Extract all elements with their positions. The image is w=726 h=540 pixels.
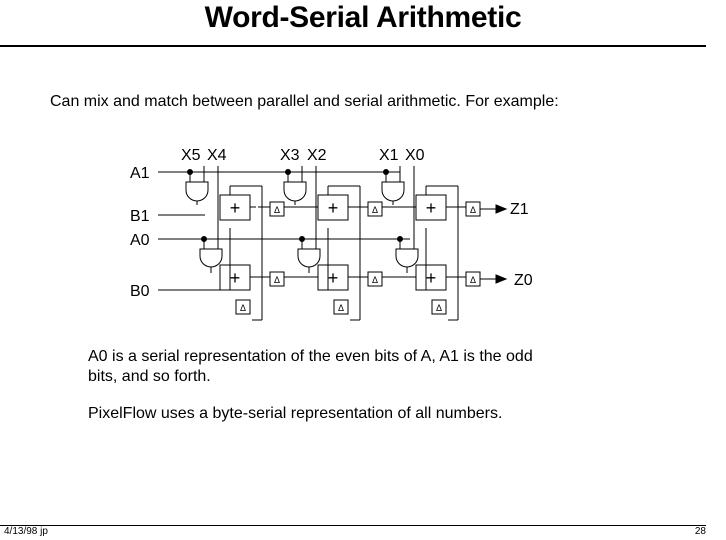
body-paragraph-1: A0 is a serial representation of the even bits of A, A1 is the odd xyxy=(88,348,533,365)
adder-symbol: + xyxy=(327,268,339,288)
x-label-x3: X3 xyxy=(280,147,300,164)
x-label-x4: X4 xyxy=(207,147,227,164)
page-number: 28 xyxy=(694,526,706,537)
delay-symbol: Δ xyxy=(469,275,477,285)
x-label-x0: X0 xyxy=(405,147,425,164)
delay-symbol: Δ xyxy=(469,205,477,215)
footer-date-author: 4/13/98 jp xyxy=(4,526,48,537)
delay-symbol: Δ xyxy=(239,303,247,313)
input-label-a1: A1 xyxy=(130,165,150,182)
adder-symbol: + xyxy=(229,198,241,218)
input-label-b1: B1 xyxy=(130,208,150,225)
input-label-a0: A0 xyxy=(130,232,150,249)
x-label-x5: X5 xyxy=(181,147,201,164)
footer-divider xyxy=(0,525,706,526)
body-paragraph-2: PixelFlow uses a byte-serial representation of all numbers. xyxy=(88,405,503,422)
delay-symbol: Δ xyxy=(273,205,281,215)
output-label-z0: Z0 xyxy=(514,272,533,289)
adder-symbol: + xyxy=(425,198,437,218)
body-paragraph-1-continued: bits, and so forth. xyxy=(88,368,211,385)
output-label-z1: Z1 xyxy=(510,201,529,218)
delay-symbol: Δ xyxy=(371,275,379,285)
delay-symbol: Δ xyxy=(273,275,281,285)
adder-symbol: + xyxy=(229,268,241,288)
delay-symbol: Δ xyxy=(337,303,345,313)
delay-symbol: Δ xyxy=(435,303,443,313)
intro-text: Can mix and match between parallel and serial arithmetic. For example: xyxy=(50,93,559,110)
adder-symbol: + xyxy=(425,268,437,288)
adder-symbol: + xyxy=(327,198,339,218)
page-title: Word-Serial Arithmetic xyxy=(204,1,522,34)
delay-symbol: Δ xyxy=(371,205,379,215)
x-label-x2: X2 xyxy=(307,147,327,164)
input-label-b0: B0 xyxy=(130,283,150,300)
x-label-x1: X1 xyxy=(379,147,399,164)
